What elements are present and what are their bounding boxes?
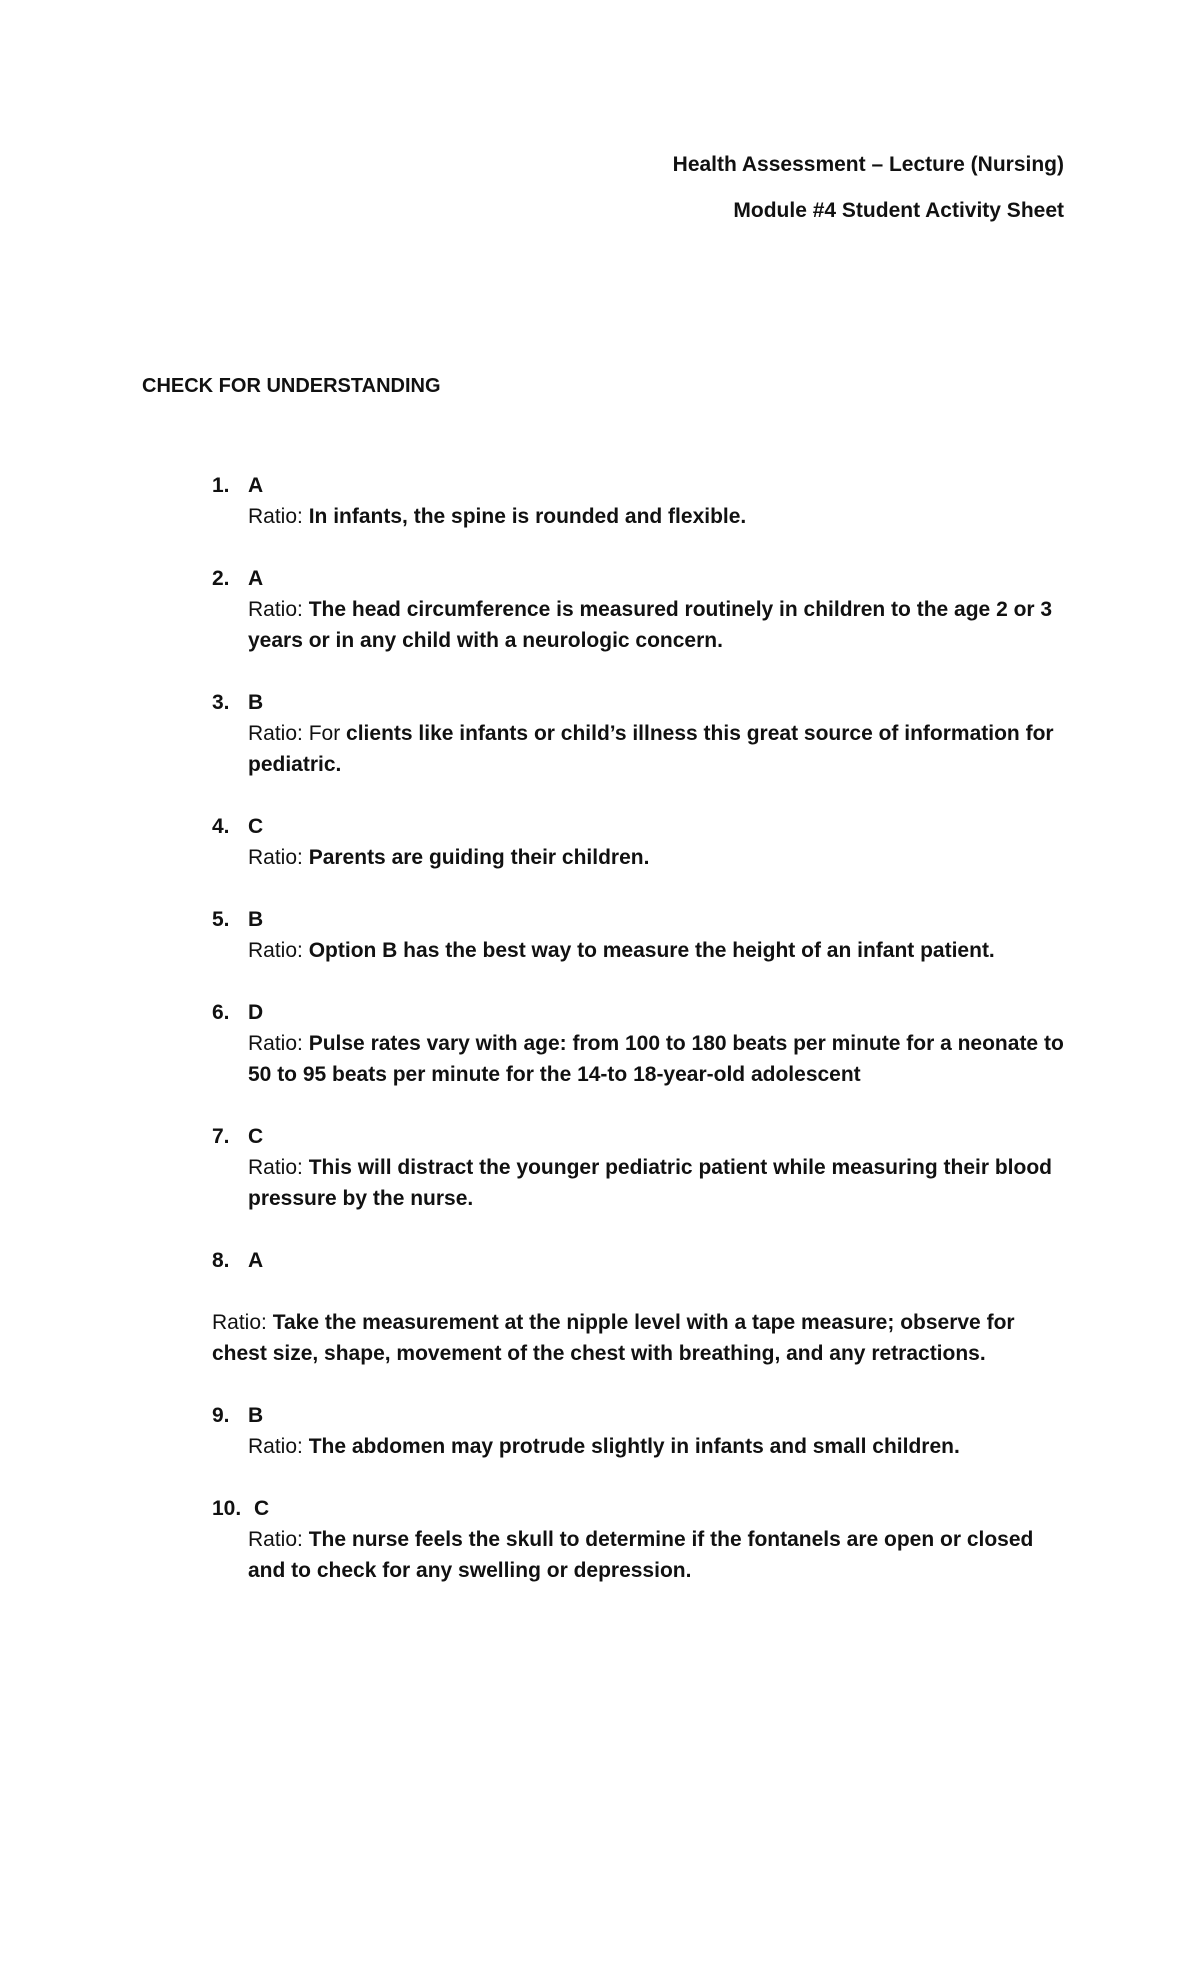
answer-item-5 — [212, 904, 1072, 966]
ratio-label: Ratio: — [248, 722, 303, 745]
item-rationale — [248, 1028, 1072, 1090]
section-title: CHECK FOR UNDERSTANDING — [142, 375, 441, 397]
item-number: 1. — [212, 474, 230, 497]
answer-list — [212, 470, 1072, 1617]
ratio-label: Ratio: — [248, 846, 303, 869]
ratio-text: In infants, the spine is rounded and flexible. — [308, 505, 747, 528]
ratio-label: Ratio: — [212, 1311, 267, 1334]
answer-item-3 — [212, 687, 1072, 780]
answer-item-6 — [212, 997, 1072, 1090]
item-rationale — [248, 842, 1072, 873]
answer-item-1 — [212, 470, 1072, 532]
answer-item-9 — [212, 1400, 1072, 1462]
item-rationale — [248, 1524, 1072, 1586]
ratio-label: Ratio: — [248, 939, 303, 962]
ratio-label: Ratio: — [248, 1528, 303, 1551]
item-number: 2. — [212, 567, 230, 590]
document-header — [673, 142, 1064, 234]
answer-item-4 — [212, 811, 1072, 873]
answer-item-7 — [212, 1121, 1072, 1214]
ratio-text: Option B has the best way to measure the height of an infant patient. — [308, 939, 995, 962]
item-number: 7. — [212, 1125, 230, 1148]
ratio-prefix: For — [308, 722, 341, 745]
item-number: 6. — [212, 1001, 230, 1024]
ratio-label: Ratio: — [248, 598, 303, 621]
ratio-text: The head circumference is measured routinely in children to the age 2 or 3 years or in any child with a neurologic concern. — [248, 598, 1053, 652]
ratio-label: Ratio: — [248, 505, 303, 528]
item-number: 3. — [212, 691, 230, 714]
ratio-text: The nurse feels the skull to determine if the fontanels are open or closed and to check for any swelling or depression. — [248, 1528, 1034, 1582]
ratio-text: This will distract the younger pediatric patient while measuring their blood pressure by the nurse. — [248, 1156, 1052, 1210]
item-answer: B — [248, 908, 264, 931]
answer-item-2 — [212, 563, 1072, 656]
ratio-text: clients like infants or child’s illness this great source of information for pediatric. — [248, 722, 1054, 776]
item-rationale — [248, 501, 1072, 532]
item-rationale — [248, 718, 1072, 780]
item-number: 5. — [212, 908, 230, 931]
ratio-label: Ratio: — [248, 1032, 303, 1055]
item-answer: B — [248, 691, 264, 714]
item-answer: A — [248, 567, 264, 590]
item-rationale — [212, 1307, 1072, 1369]
answer-item-10 — [212, 1493, 1072, 1586]
item-answer: C — [248, 815, 264, 838]
item-number: 8. — [212, 1249, 230, 1272]
ratio-label: Ratio: — [248, 1435, 303, 1458]
item-rationale — [248, 1431, 1072, 1462]
ratio-text: Parents are guiding their children. — [308, 846, 650, 869]
item-answer: B — [248, 1404, 264, 1427]
item-answer: A — [248, 1249, 264, 1272]
item-number: 10. — [212, 1497, 242, 1520]
ratio-text: Take the measurement at the nipple level with a tape measure; observe for chest size, shape, movement of the chest with breathing, and any retractions. — [212, 1311, 1015, 1365]
item-rationale — [248, 1152, 1072, 1214]
item-number: 4. — [212, 815, 230, 838]
item-rationale — [248, 935, 1072, 966]
answer-item-8 — [212, 1245, 1072, 1369]
module-title: Module #4 Student Activity Sheet — [733, 199, 1064, 222]
item-rationale — [248, 594, 1072, 656]
item-answer: C — [248, 1125, 264, 1148]
ratio-label: Ratio: — [248, 1156, 303, 1179]
item-answer: A — [248, 474, 264, 497]
ratio-text: Pulse rates vary with age: from 100 to 180 beats per minute for a neonate to 50 to 95 beats per minute for the 14-to 18-year-old adolescent — [248, 1032, 1064, 1086]
item-number: 9. — [212, 1404, 230, 1427]
item-answer: D — [248, 1001, 264, 1024]
ratio-text: The abdomen may protrude slightly in infants and small children. — [308, 1435, 960, 1458]
course-title: Health Assessment – Lecture (Nursing) — [672, 153, 1064, 176]
item-answer: C — [254, 1497, 270, 1520]
